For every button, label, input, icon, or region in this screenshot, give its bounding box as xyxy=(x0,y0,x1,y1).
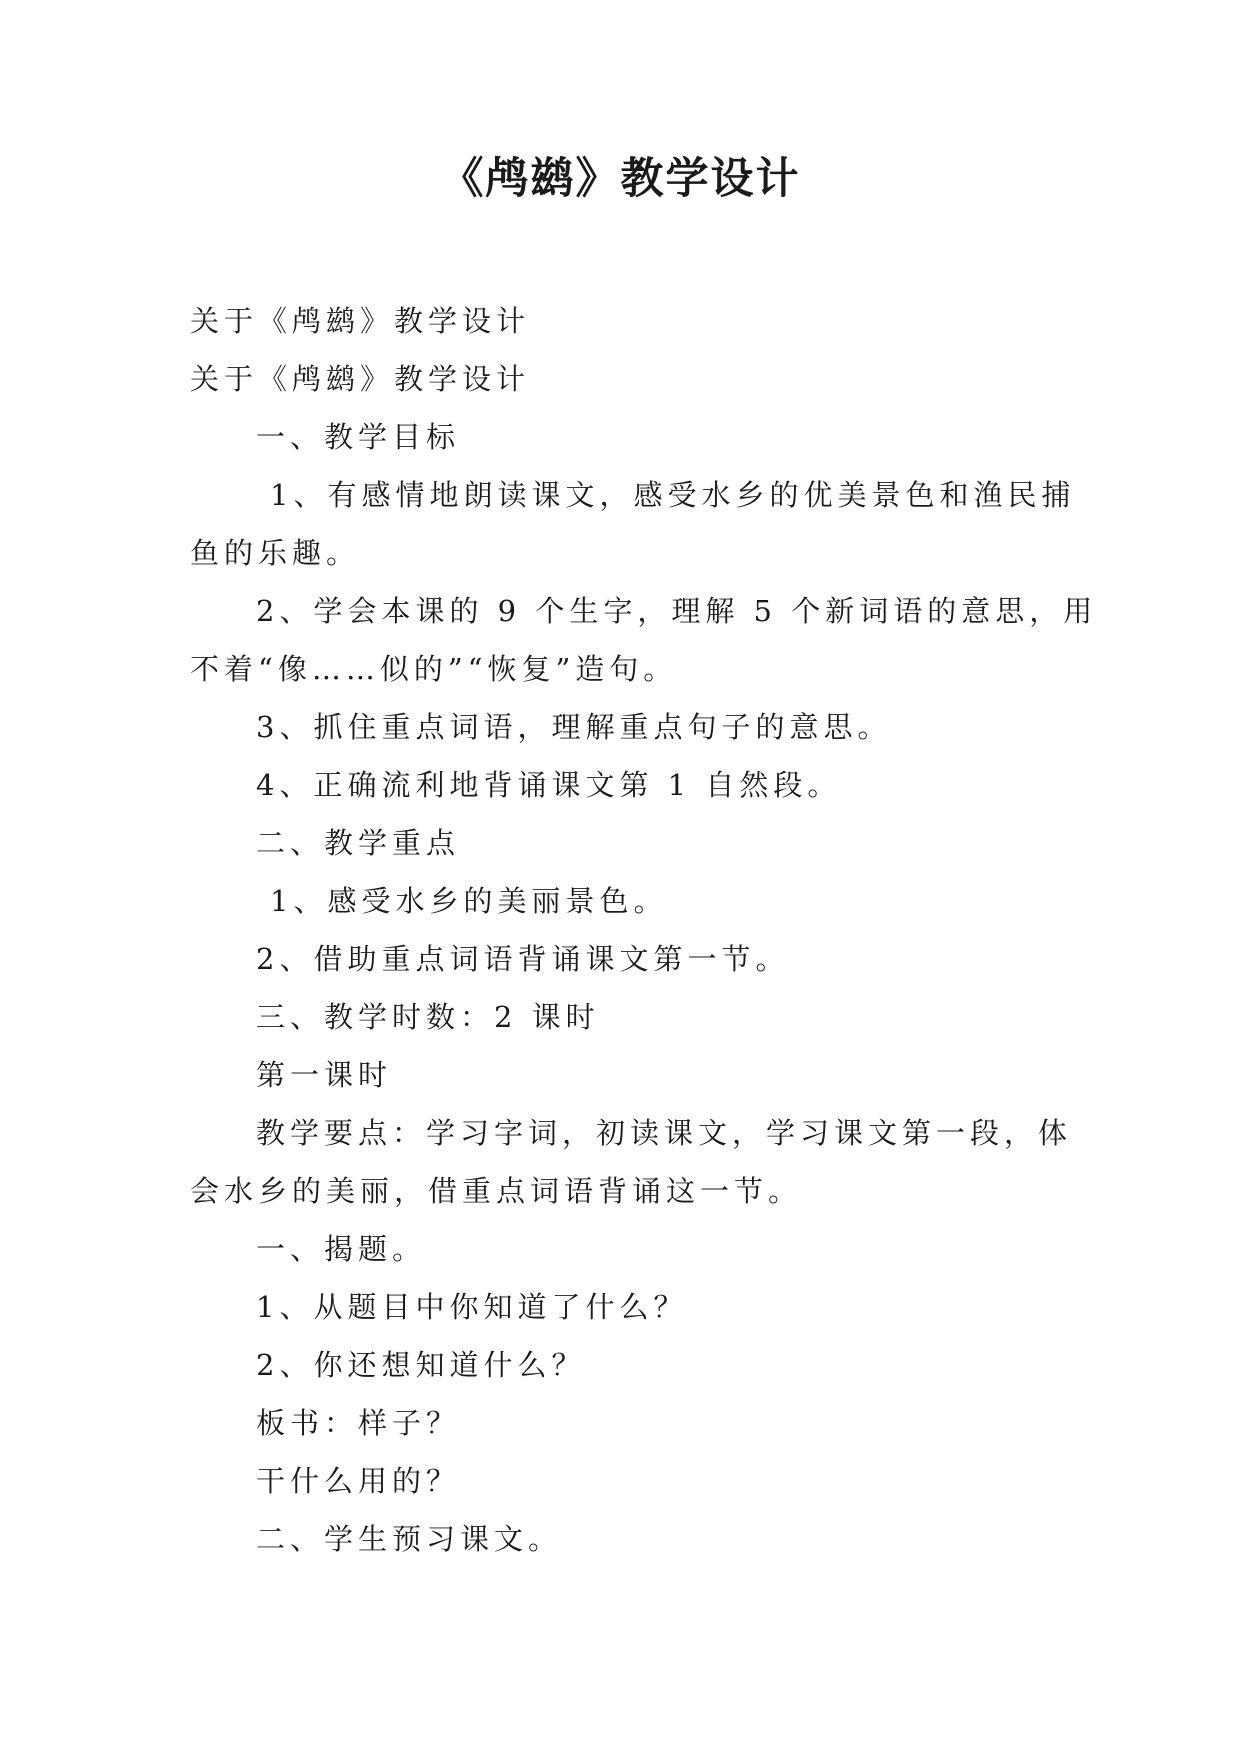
paragraph-line: 3、抓住重点词语，理解重点句子的意思。 xyxy=(256,710,892,744)
paragraph-line: 会水乡的美丽，借重点词语背诵这一节。 xyxy=(190,1174,803,1208)
section-heading: 二、学生预习课文。 xyxy=(256,1522,563,1556)
paragraph-line: 4、正确流利地背诵课文第 1 自然段。 xyxy=(256,768,842,802)
paragraph-line: 关于《鸬鹚》教学设计 xyxy=(190,304,531,338)
paragraph-line: 2、借助重点词语背诵课文第一节。 xyxy=(256,942,790,976)
paragraph-line: 鱼的乐趣。 xyxy=(190,536,361,570)
section-heading: 一、揭题。 xyxy=(256,1232,427,1266)
section-heading: 二、教学重点 xyxy=(256,826,461,860)
paragraph-line: 板书：样子？ xyxy=(256,1406,461,1440)
paragraph-line: 关于《鸬鹚》教学设计 xyxy=(190,362,531,396)
paragraph-line: 教学要点：学习字词，初读课文，学习课文第一段，体 xyxy=(256,1116,1073,1150)
paragraph-line: 不着“像……似的”“恢复”造句。 xyxy=(190,652,678,686)
section-heading: 一、教学目标 xyxy=(256,420,461,454)
subsection-heading: 第一课时 xyxy=(256,1058,393,1092)
document-title: 《鸬鹚》教学设计 xyxy=(440,154,801,204)
paragraph-line: 1、有感情地朗读课文，感受水乡的优美景色和渔民捕 xyxy=(270,478,1076,512)
paragraph-line: 2、你还想知道什么？ xyxy=(256,1348,586,1382)
section-heading: 三、教学时数：2 课时 xyxy=(256,1000,600,1034)
paragraph-line: 1、感受水乡的美丽景色。 xyxy=(270,884,668,918)
paragraph-line: 1、从题目中你知道了什么？ xyxy=(256,1290,688,1324)
document-body xyxy=(190,292,1098,1568)
paragraph-line: 2、学会本课的 9 个生字，理解 5 个新词语的意思，用 xyxy=(256,594,1098,628)
paragraph-line: 干什么用的？ xyxy=(256,1464,461,1498)
